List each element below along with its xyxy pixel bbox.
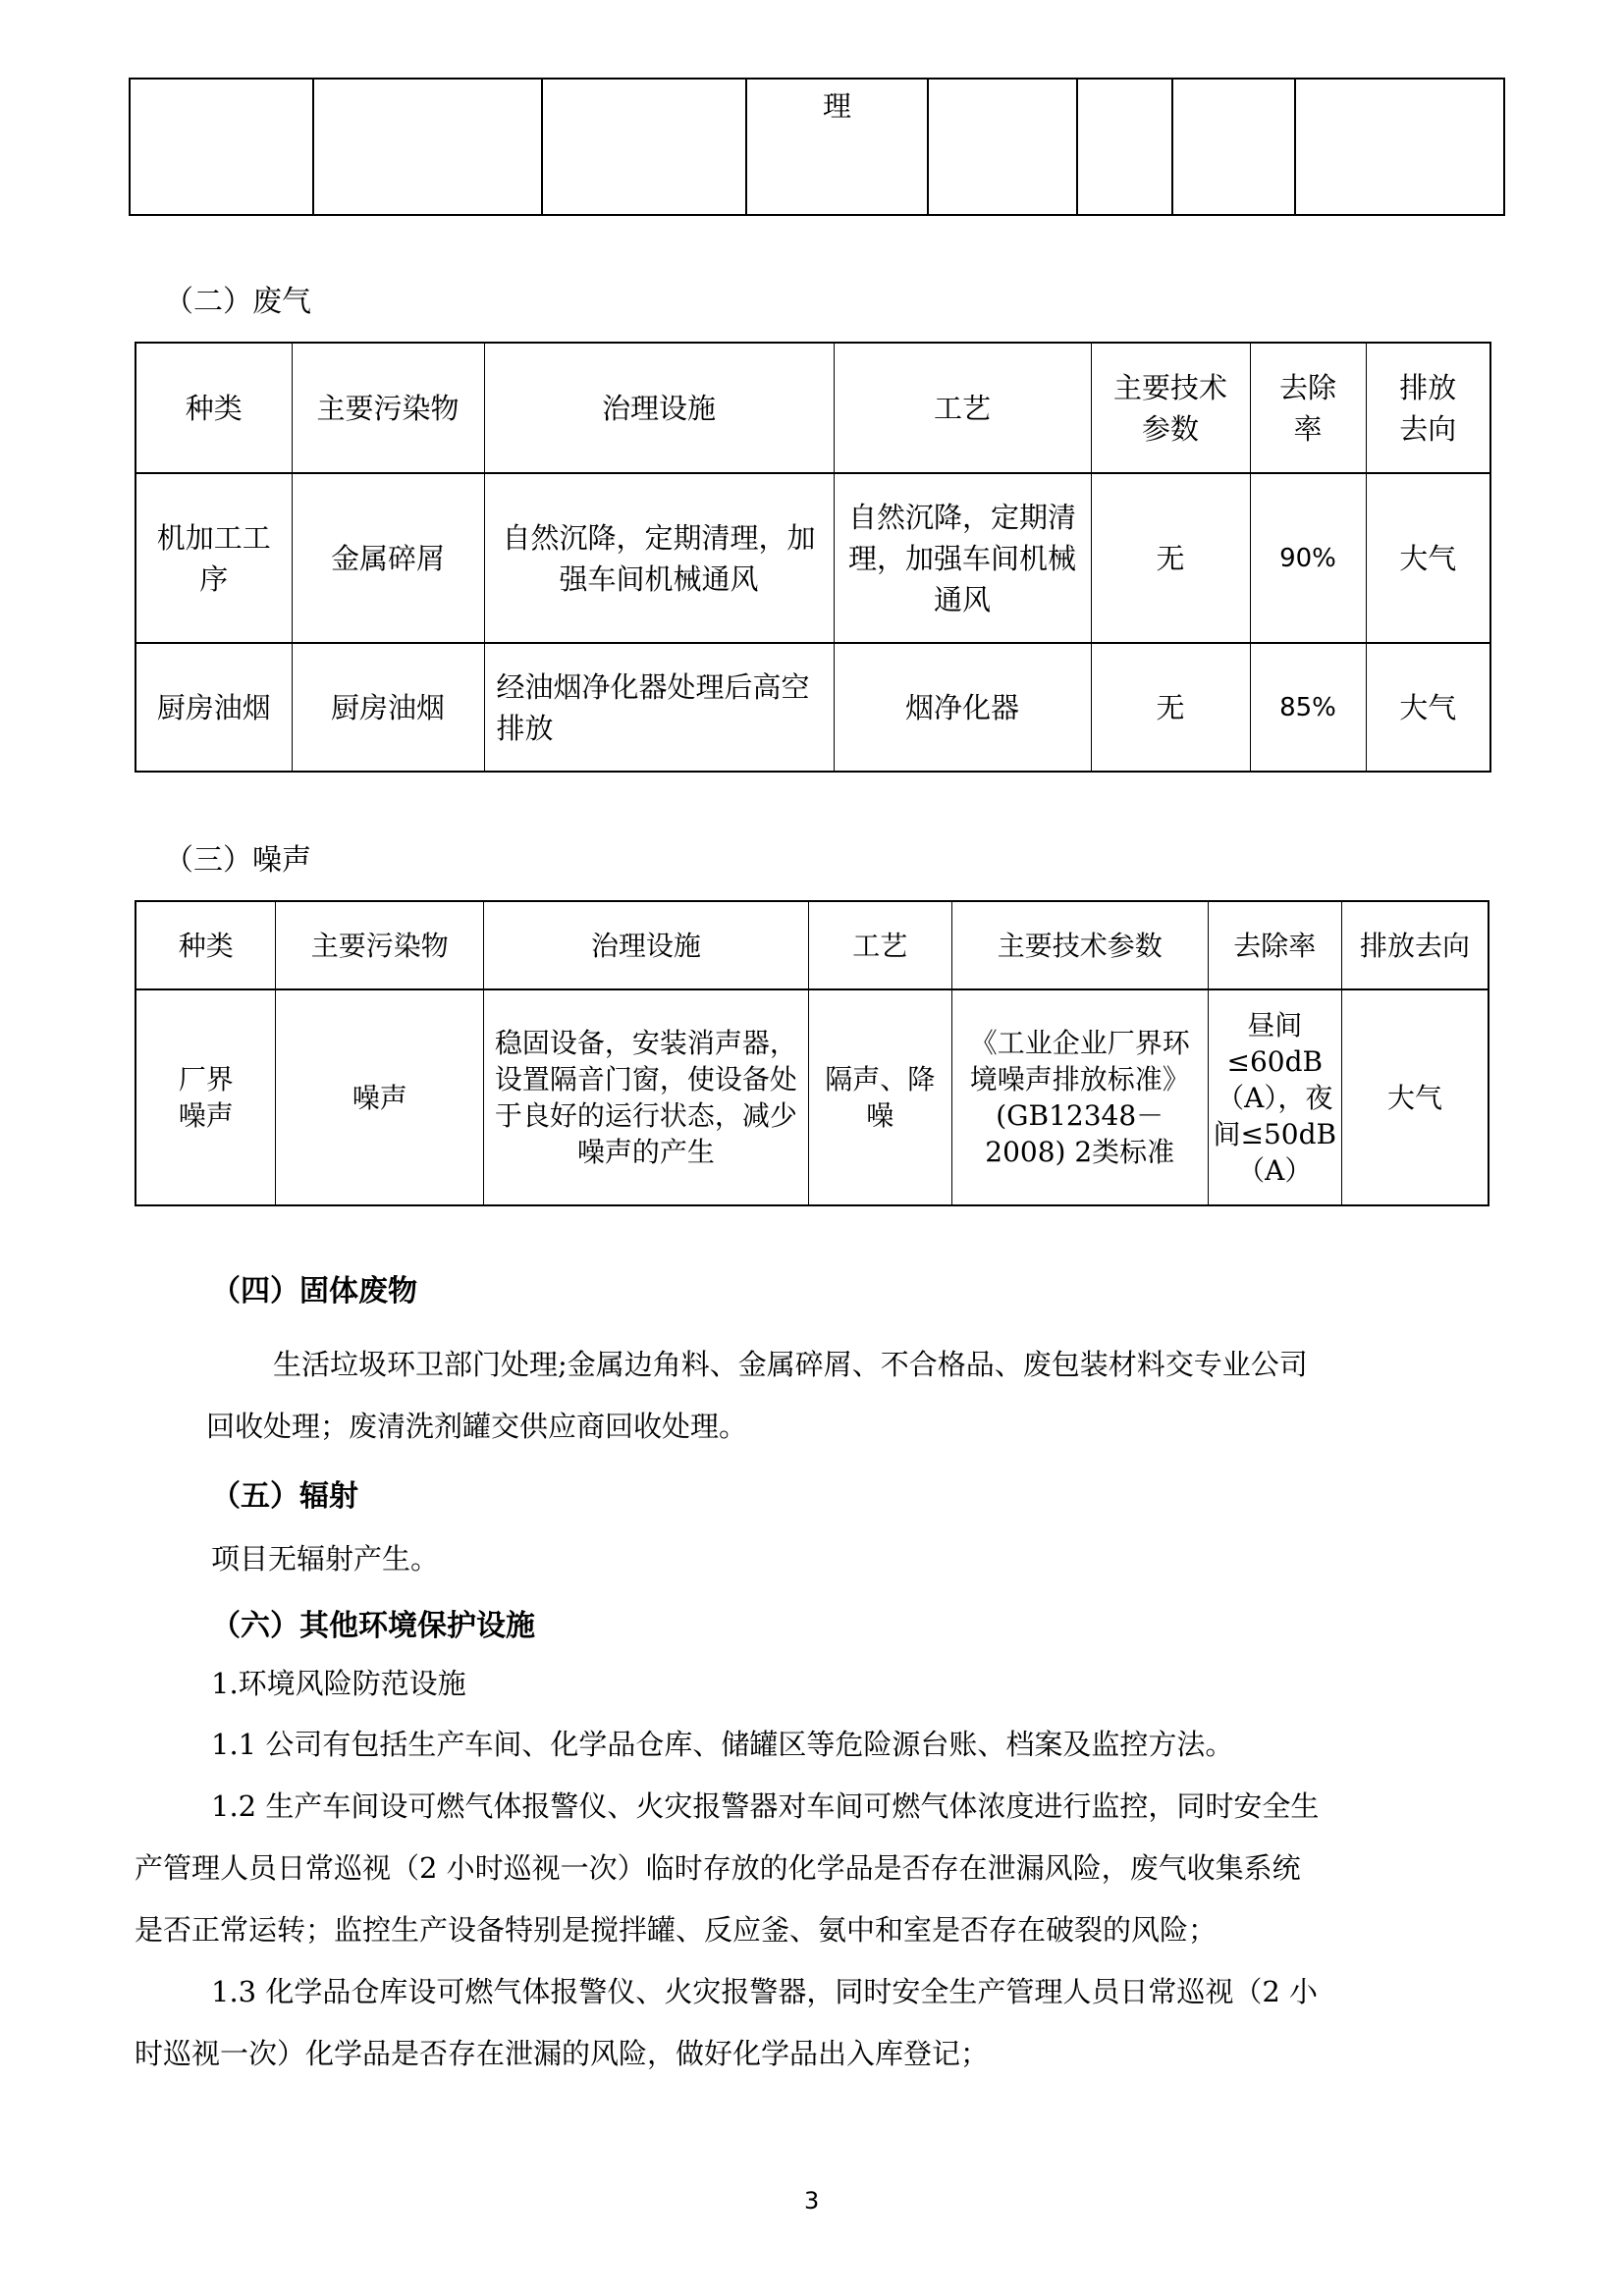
table-cell: 大气 xyxy=(1341,989,1489,1205)
page-number: 3 xyxy=(804,2187,820,2215)
table-cell: 90% xyxy=(1250,473,1366,643)
item-1-3-line-2: 时巡视一次）化学品是否存在泄漏的风险，做好化学品出入库登记； xyxy=(135,2037,990,2070)
section-heading-radiation: （五）辐射 xyxy=(211,1479,358,1514)
table-cell: 自然沉降，定期清理，加强车间机械通风 xyxy=(834,473,1091,643)
column-header: 去除率 xyxy=(1208,901,1341,989)
table-cell: 噪声 xyxy=(276,989,484,1205)
table-row xyxy=(135,473,1490,643)
table-cell: 《工业企业厂界环境噪声排放标准》(GB12348－2008) 2类标准 xyxy=(951,989,1208,1205)
table-cell: 自然沉降，定期清理，加强车间机械通风 xyxy=(484,473,834,643)
table-cell: 机加工工序 xyxy=(135,473,292,643)
column-header: 种类 xyxy=(135,343,292,473)
column-header: 主要技术参数 xyxy=(1091,343,1250,473)
table-cell: 大气 xyxy=(1366,473,1490,643)
item-1-2-line-3: 是否正常运转；监控生产设备特别是搅拌罐、反应釜、氨中和室是否存在破裂的风险； xyxy=(135,1913,1218,1947)
table-cell xyxy=(313,79,542,215)
column-header: 治理设施 xyxy=(484,343,834,473)
table-header-row xyxy=(135,343,1490,473)
item-1-2-line-2: 产管理人员日常巡视（2 小时巡视一次）临时存放的化学品是否存在泄漏风险，废气收集系统 xyxy=(135,1851,1301,1885)
subheading-risk-prevention: 1.环境风险防范设施 xyxy=(211,1667,466,1700)
table-cell xyxy=(928,79,1077,215)
table-cell: 金属碎屑 xyxy=(292,473,484,643)
section-heading-solid-waste: （四）固体废物 xyxy=(211,1274,417,1308)
column-header: 主要技术参数 xyxy=(951,901,1208,989)
table-row xyxy=(130,79,1504,215)
column-header: 主要污染物 xyxy=(292,343,484,473)
solid-waste-line-2: 回收处理；废清洗剂罐交供应商回收处理。 xyxy=(206,1410,748,1443)
table-cell: 无 xyxy=(1091,643,1250,772)
item-1-2-line-1: 1.2 生产车间设可燃气体报警仪、火灾报警器对车间可燃气体浓度进行监控，同时安全生 xyxy=(211,1789,1320,1823)
table-cell: 无 xyxy=(1091,473,1250,643)
section-heading-noise: （三）噪声 xyxy=(164,843,311,878)
column-header: 主要污染物 xyxy=(276,901,484,989)
column-header: 去除率 xyxy=(1250,343,1366,473)
table-cell xyxy=(542,79,746,215)
item-1-3-line-1: 1.3 化学品仓库设可燃气体报警仪、火灾报警器，同时安全生产管理人员日常巡视（2 小 xyxy=(211,1975,1319,2008)
section-heading-other-facilities: （六）其他环境保护设施 xyxy=(211,1609,535,1643)
table-cell: 厨房油烟 xyxy=(292,643,484,772)
table-cell xyxy=(130,79,313,215)
table-cell: 厂界噪声 xyxy=(135,989,276,1205)
table-cell: 理 xyxy=(746,79,928,215)
table-header-row xyxy=(135,901,1489,989)
waste-gas-table xyxy=(135,342,1491,773)
table-cell xyxy=(1295,79,1504,215)
table-cell xyxy=(1077,79,1172,215)
column-header: 工艺 xyxy=(834,343,1091,473)
table-cell xyxy=(1172,79,1295,215)
column-header: 排放去向 xyxy=(1366,343,1490,473)
table-cell: 烟净化器 xyxy=(834,643,1091,772)
continued-table xyxy=(129,78,1505,216)
table-cell: 隔声、降噪 xyxy=(808,989,951,1205)
table-cell: 经油烟净化器处理后高空排放 xyxy=(484,643,834,772)
item-1-1-line-1: 1.1 公司有包括生产车间、化学品仓库、储罐区等危险源台账、档案及监控方法。 xyxy=(211,1728,1234,1761)
column-header: 种类 xyxy=(135,901,276,989)
column-header: 排放去向 xyxy=(1341,901,1489,989)
table-cell: 厨房油烟 xyxy=(135,643,292,772)
table-cell: 大气 xyxy=(1366,643,1490,772)
column-header: 治理设施 xyxy=(484,901,809,989)
table-row xyxy=(135,989,1489,1205)
solid-waste-line-1: 生活垃圾环卫部门处理;金属边角料、金属碎屑、不合格品、废包装材料交专业公司 xyxy=(273,1348,1308,1381)
radiation-text: 项目无辐射产生。 xyxy=(211,1542,440,1575)
table-cell: 85% xyxy=(1250,643,1366,772)
table-cell: 稳固设备，安装消声器，设置隔音门窗，使设备处于良好的运行状态，减少噪声的产生 xyxy=(484,989,809,1205)
table-row xyxy=(135,643,1490,772)
noise-table xyxy=(135,900,1489,1206)
section-heading-waste-gas: （二）废气 xyxy=(164,285,311,319)
column-header: 工艺 xyxy=(808,901,951,989)
table-cell: 昼间≤60dB（A），夜间≤50dB（A） xyxy=(1208,989,1341,1205)
